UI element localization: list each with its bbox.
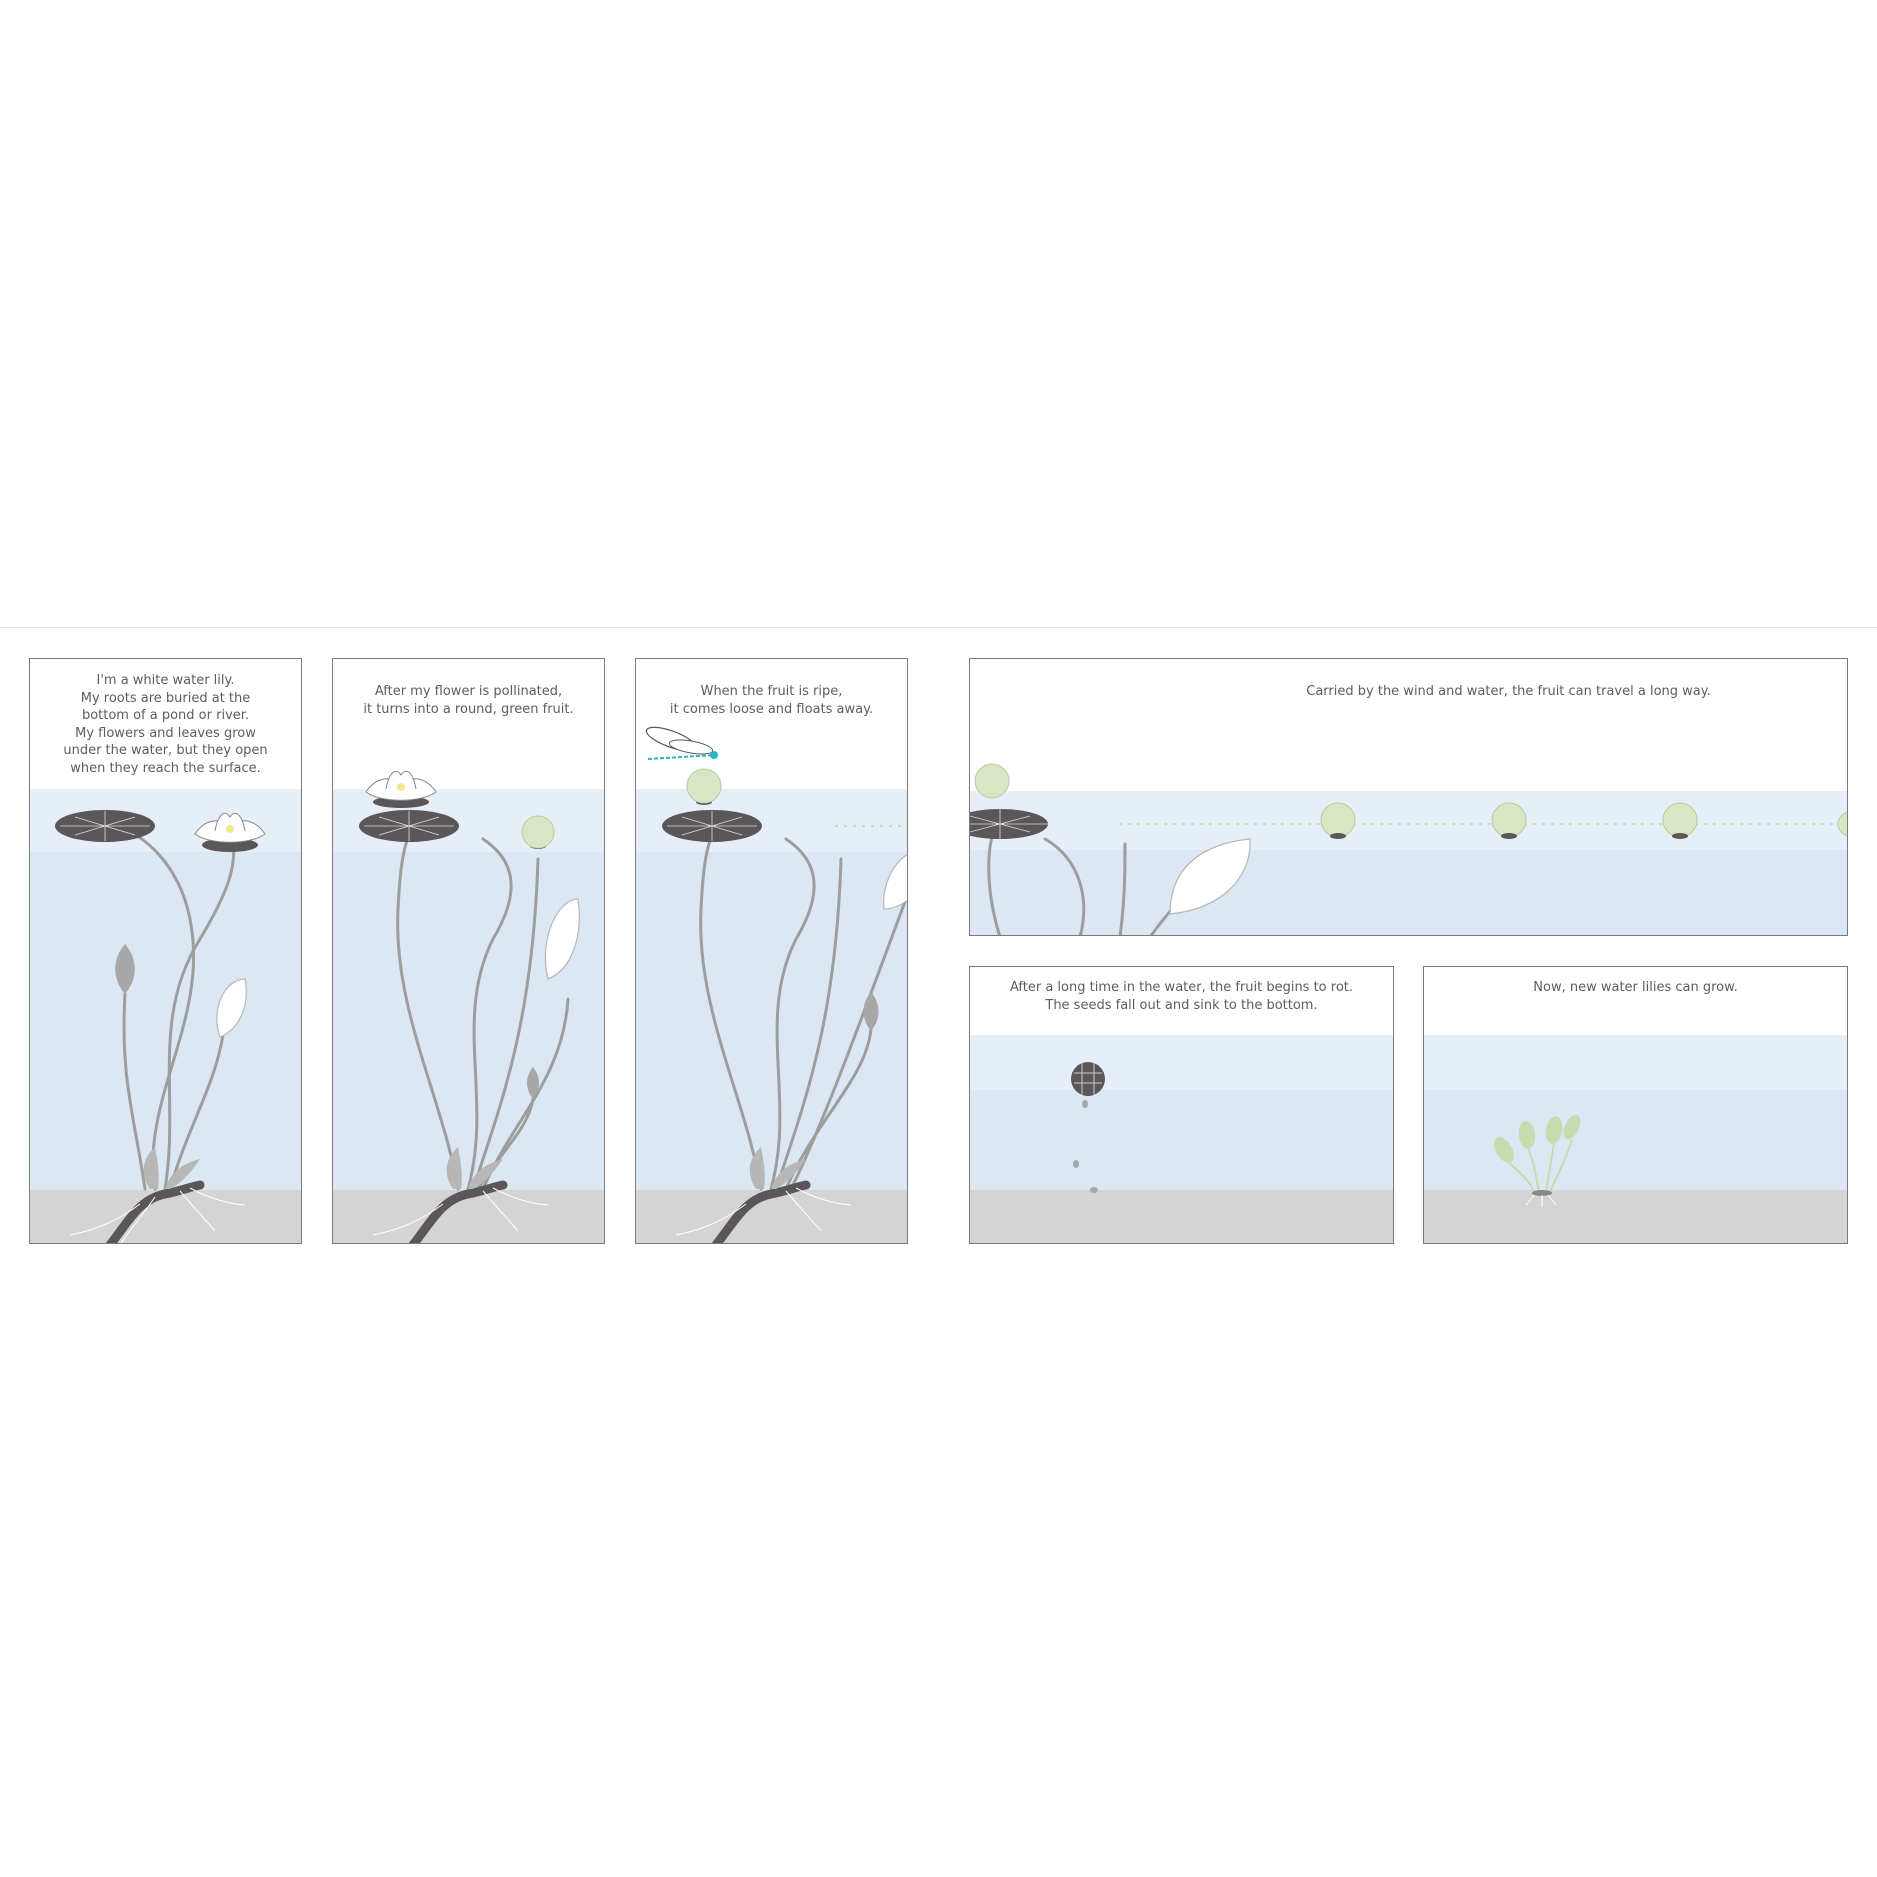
sediment bbox=[1424, 1190, 1848, 1244]
caption-line: After my flower is pollinated, bbox=[374, 684, 563, 699]
sediment bbox=[970, 1190, 1394, 1244]
caption-line: bottom of a pond or river. bbox=[81, 708, 250, 723]
caption-line: The seeds fall out and sink to the bottom. bbox=[1045, 997, 1318, 1013]
fruit-icon bbox=[522, 816, 554, 849]
rotting-fruit-icon bbox=[1071, 1062, 1105, 1096]
divider-line bbox=[0, 627, 1877, 628]
deep-water bbox=[970, 850, 1848, 936]
water-scene bbox=[333, 659, 605, 1244]
panel-caption bbox=[970, 979, 1393, 1014]
panel-caption bbox=[636, 683, 907, 718]
panel-caption bbox=[333, 683, 604, 718]
panel-pollination bbox=[332, 658, 605, 1244]
panel-fruit-rots bbox=[969, 966, 1394, 1244]
seed-icon bbox=[1082, 1100, 1088, 1108]
water-scene bbox=[970, 659, 1848, 936]
caption-line: when they reach the surface. bbox=[70, 760, 261, 776]
surface-water bbox=[1424, 1035, 1848, 1090]
caption-line: My roots are buried at the bbox=[80, 690, 251, 706]
caption-line: under the water, but they open bbox=[63, 743, 268, 758]
fruit-icon bbox=[975, 764, 1009, 798]
panel-caption bbox=[1424, 979, 1847, 997]
deep-water bbox=[970, 1090, 1394, 1190]
caption-line: When the fruit is ripe, bbox=[700, 684, 843, 699]
surface-water bbox=[970, 1035, 1394, 1090]
panel-fruit-travels bbox=[969, 658, 1848, 936]
seed-icon bbox=[1090, 1187, 1098, 1193]
panel-new-lilies bbox=[1423, 966, 1848, 1244]
water-lily-icon bbox=[359, 810, 459, 842]
caption-line: My flowers and leaves grow bbox=[75, 725, 256, 741]
caption-line: it turns into a round, green fruit. bbox=[363, 701, 574, 717]
caption-line: Carried by the wind and water, the fruit can travel a long way. bbox=[1306, 684, 1711, 699]
panel-caption bbox=[1170, 683, 1847, 701]
deep-water bbox=[1424, 1090, 1848, 1190]
panel-white-water-lily bbox=[29, 658, 302, 1244]
dragonfly-icon bbox=[644, 723, 718, 759]
water-scene bbox=[636, 659, 908, 1244]
water-lily-icon bbox=[55, 810, 155, 842]
caption-line: Now, new water lilies can grow. bbox=[1533, 980, 1738, 995]
seed-icon bbox=[1073, 1160, 1079, 1168]
caption-line: it comes loose and floats away. bbox=[669, 701, 874, 717]
lotus-flower-icon bbox=[366, 771, 436, 808]
caption-line: After a long time in the water, the fruit begins to rot. bbox=[1009, 980, 1354, 995]
surface-water bbox=[970, 791, 1848, 850]
water-lily-icon bbox=[662, 810, 762, 842]
panel-caption bbox=[30, 672, 301, 777]
panel-fruit-ripe bbox=[635, 658, 908, 1244]
caption-line: I'm a white water lily. bbox=[96, 673, 235, 688]
water-scene bbox=[1424, 967, 1848, 1244]
deep-water bbox=[30, 852, 302, 1190]
